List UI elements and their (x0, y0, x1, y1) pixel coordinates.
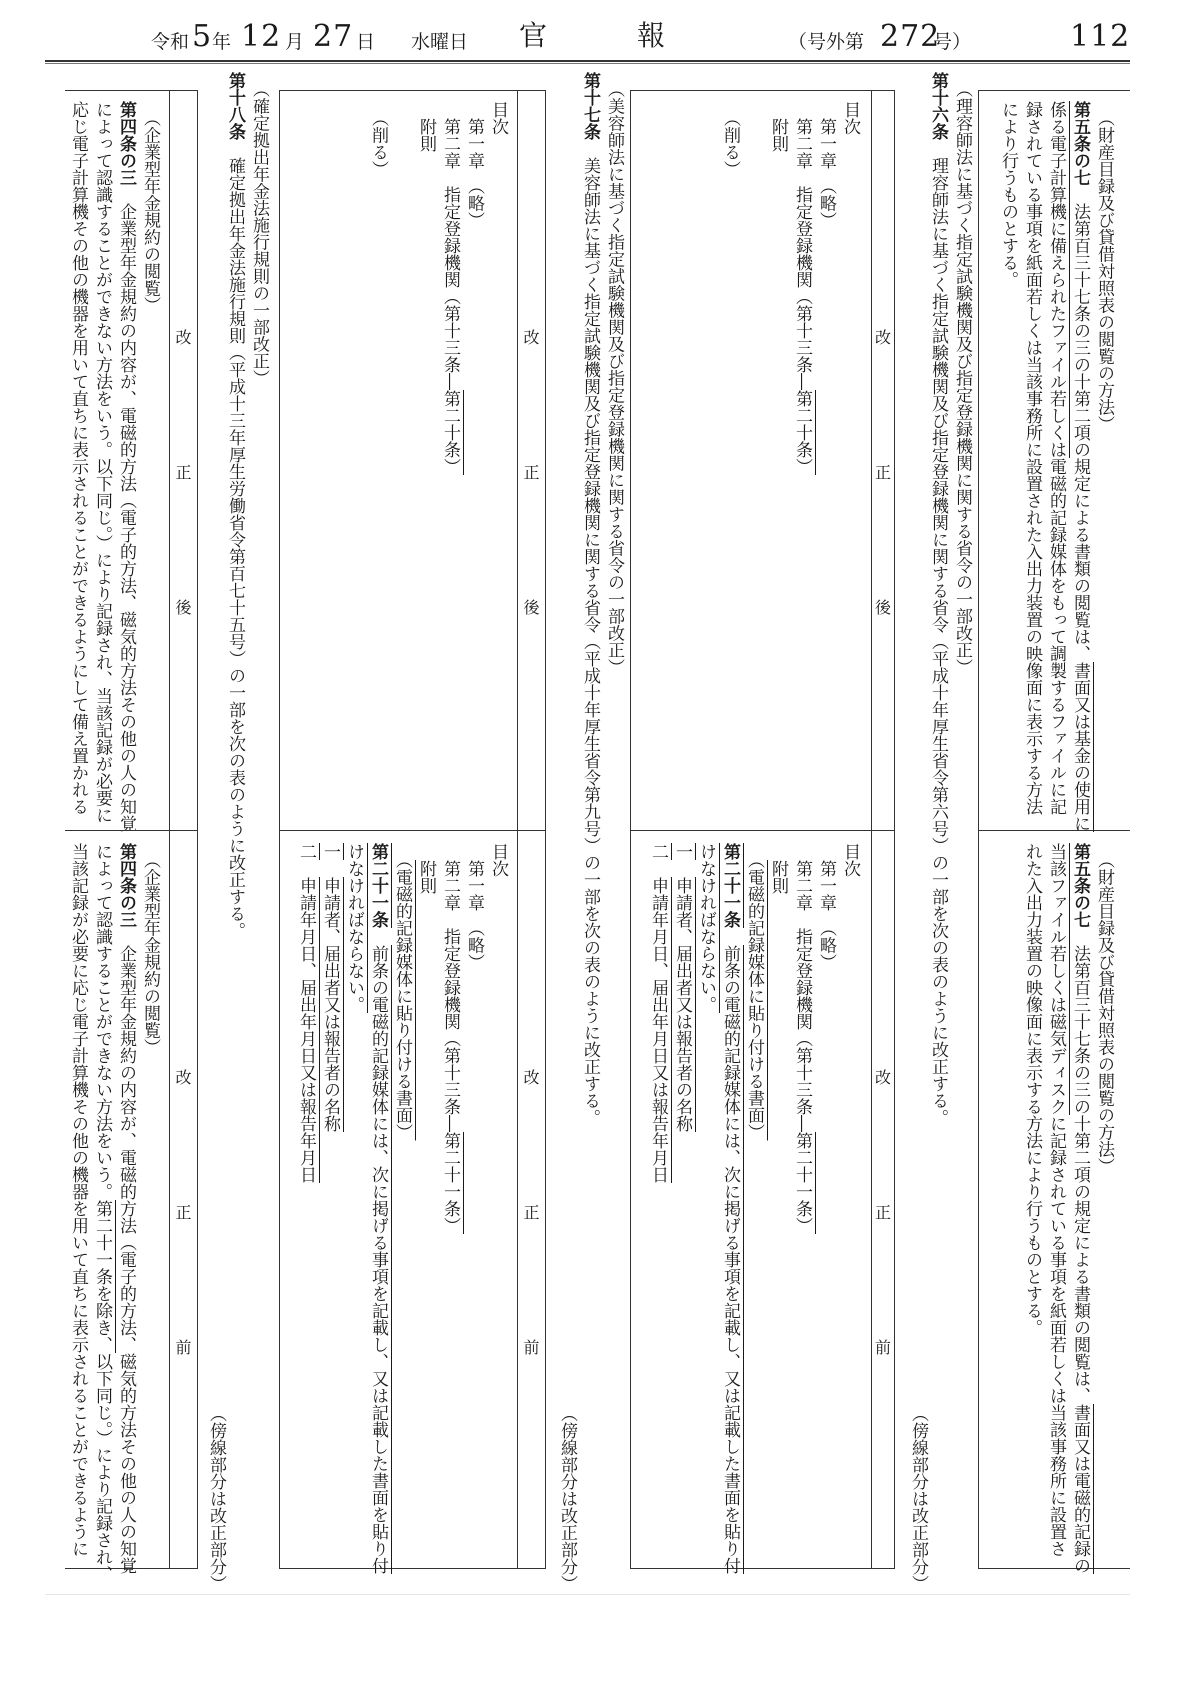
text-segment: 企業型年金規約の内容が、電磁的方法（電子的方法、磁気的方法その他の人の知覚 (116, 186, 136, 832)
before-amendment-cell (979, 831, 1130, 1574)
text-line (138, 101, 162, 830)
text-line (790, 843, 814, 1569)
text-segment (744, 843, 764, 860)
amended-text-segment: 第二十一条 (720, 843, 740, 928)
text-line (114, 101, 138, 830)
amendment-table-article-18 (65, 90, 198, 1583)
before-label-char: 改 (874, 1068, 891, 1087)
text-segment: 当該記録が必要に応じ電子計算機その他の機器を用いて直ちに表示されることができるように (68, 843, 88, 1557)
after-label-char: 後 (874, 598, 891, 617)
text-line (342, 843, 366, 1569)
article-heading: （確定拠出年金法施行規則の一部改正） (249, 72, 269, 387)
amended-text-segment: けなければならない。 (696, 843, 716, 1013)
underline-note: （傍線部分は改正部分） (206, 1405, 226, 1592)
article-16-intro (926, 72, 974, 1562)
text-line (438, 843, 462, 1569)
after-amendment-cell (65, 91, 170, 830)
text-line (670, 843, 694, 1569)
text-line (814, 101, 838, 830)
text-segment (720, 928, 740, 945)
text-segment: 目次 (488, 101, 508, 135)
text-line (646, 843, 670, 1569)
text-segment: 附則 (768, 101, 788, 152)
text-segment: （企業型年金規約の閲覧） (140, 101, 160, 314)
text-line (1068, 843, 1092, 1574)
before-amendment-cell (631, 831, 872, 1574)
text-segment: によって認識することができない方法をいう。 (92, 843, 112, 1200)
text-line (366, 101, 390, 830)
text-line (838, 843, 862, 1569)
article-text: 美容師法に基づく指定試験機関及び指定登録機関に関する省令（平成十年厚生省令第九号）の一部を次の表のように改正する。 (580, 140, 600, 1126)
text-line (996, 101, 1020, 830)
text-segment: 第二章 指定登録機関（第十三条― (440, 101, 460, 390)
date-month: 12 (241, 19, 282, 54)
text-segment: 第一章 （略） (816, 101, 836, 229)
amended-text-segment: 前条の電磁的記録媒体には、次に掲げる事項を記載し、又は記載した書面を貼り付 (368, 945, 388, 1574)
after-label-char: 後 (175, 598, 192, 617)
before-label-char: 前 (874, 1338, 891, 1357)
text-line (90, 843, 114, 1583)
text-segment: （財産目録及び貸借対照表の閲覧の方法） (1094, 843, 1114, 1175)
page-bottom-edge (45, 1594, 1130, 1595)
amendment-table-article-16 (630, 90, 895, 1574)
text-segment: 第一章 （略） (464, 843, 484, 971)
table-divider (631, 830, 894, 831)
text-segment: 附則 (768, 843, 788, 894)
amended-text-segment: 一 (320, 843, 340, 860)
amended-text-segment: 二 (296, 843, 316, 860)
text-segment: 第二章 指定登録機関（第十三条― (440, 843, 460, 1132)
after-label-char: 正 (523, 463, 540, 482)
text-segment: 以下同じ。）により記録され、 (92, 1353, 112, 1583)
amended-text-segment: 書面又は電磁的記録の (1070, 1404, 1090, 1574)
label-column (169, 91, 197, 1568)
before-label-char: 前 (523, 1338, 540, 1357)
text-segment: によって認識することができない方法をいう。以下同じ。）により記録され、当該記録が必要に (92, 101, 112, 824)
text-segment: （削る） (368, 101, 388, 178)
text-segment: 目次 (840, 843, 860, 877)
text-line (414, 101, 438, 830)
amended-text-segment: 書面又は基金の使用に (1070, 662, 1090, 832)
amended-text-segment: 前条の電磁的記録媒体には、次に掲げる事項を記載し、又は記載した書面を貼り付 (720, 945, 740, 1574)
text-segment: 目次 (488, 843, 508, 877)
text-line (486, 843, 510, 1569)
amendment-table-continued (978, 90, 1130, 1574)
text-segment: 応じ電子計算機その他の機器を用いて直ちに表示されることができるようにして備え置かれる (68, 101, 88, 815)
amended-text-segment: 第二十条） (440, 390, 460, 475)
date-day-unit: 日 (356, 31, 376, 53)
article-number: 第五条の七 (1070, 101, 1090, 186)
text-segment: （財産目録及び貸借対照表の閲覧の方法） (1094, 101, 1114, 433)
after-label-char: 正 (175, 463, 192, 482)
text-segment: れた入出力装置の映像面に表示する方法により行うものとする。 (1022, 843, 1042, 1336)
text-line (90, 101, 114, 830)
article-text: 確定拠出年金法施行規則（平成十三年厚生労働省令第百七十五号）の一部を次の表のように改正する。 (225, 140, 245, 939)
after-label-char: 改 (523, 328, 540, 347)
article-text: 理容師法に基づく指定試験機関及び指定登録機関に関する省令（平成十年厚生省令第六号）の一部を次の表のように改正する。 (928, 140, 948, 1126)
text-line (318, 843, 342, 1569)
article-heading: （理容師法に基づく指定試験機関及び指定登録機関に関する省令の一部改正） (952, 72, 972, 676)
amended-text-segment: 第二十一条） (440, 1132, 460, 1234)
after-label-char: 後 (523, 598, 540, 617)
after-amendment-cell (979, 91, 1130, 830)
text-segment: 第二章 指定登録機関（第十三条― (792, 843, 812, 1132)
amended-text-segment: 申請年月日、届出年月日又は報告年月日 (296, 877, 316, 1183)
after-label-char: 改 (175, 328, 192, 347)
before-label-char: 正 (523, 1203, 540, 1222)
text-line (742, 101, 766, 830)
text-line (390, 843, 414, 1569)
amended-text-segment: 第二十一条 (368, 843, 388, 928)
text-segment (296, 860, 316, 877)
text-line (114, 843, 138, 1574)
amended-text-segment: 当該ファイル若しくは磁気ディスク (1046, 843, 1066, 1115)
text-line (1068, 101, 1092, 830)
amendment-table-article-17 (279, 90, 546, 1574)
text-segment: により行うものとする。 (998, 101, 1018, 288)
gazette-title-2: 報 (637, 19, 666, 52)
date-era: 令和 (151, 31, 190, 53)
article-number: 第十八条 (225, 72, 245, 140)
date-month-unit: 月 (285, 31, 305, 53)
text-segment: （企業型年金規約の閲覧） (140, 843, 160, 1056)
after-label-char: 正 (874, 463, 891, 482)
after-label-char: 改 (874, 328, 891, 347)
amended-text-segment: 申請者、届出者又は報告者の名称 (672, 877, 692, 1132)
text-segment: 法第百三十七条の三の十第二項の規定による書類の閲覧は、 (1070, 928, 1090, 1404)
text-line (462, 101, 486, 830)
before-label-char: 改 (175, 1068, 192, 1087)
date-day: 27 (313, 19, 354, 54)
amended-text-segment: （電磁的記録媒体に貼り付ける書面） (392, 860, 412, 1141)
text-line (1044, 843, 1068, 1569)
date-year-unit: 年 (212, 31, 232, 53)
before-amendment-cell (280, 831, 518, 1574)
text-line (742, 843, 766, 1569)
text-segment: 録されている事項を紙面若しくは当該事務所に設置された入出力装置の映像面に表示する方法 (1022, 101, 1042, 815)
text-line (766, 843, 790, 1569)
before-label-char: 正 (175, 1203, 192, 1222)
after-amendment-cell (280, 91, 518, 830)
article-number: 第四条の三 (116, 101, 136, 186)
page-header (45, 14, 1130, 58)
amended-text-segment: 一 (672, 843, 692, 860)
amended-text-segment: 申請年月日、届出年月日又は報告年月日 (648, 877, 668, 1183)
text-line (294, 843, 318, 1569)
issue-number: 272 (880, 19, 941, 54)
text-line (1092, 843, 1116, 1569)
text-line (486, 101, 510, 830)
text-segment: 附則 (416, 843, 436, 894)
text-line (790, 101, 814, 830)
amended-text-segment: 係る電子計算機に備えられたファイル若しくは (1046, 101, 1066, 458)
header-rule (45, 60, 1130, 64)
text-line (718, 843, 742, 1574)
issue-prefix: （号外第 (788, 31, 865, 53)
text-segment (368, 928, 388, 945)
article-number: 第四条の三 (116, 843, 136, 928)
gazette-title-1: 官 (519, 19, 548, 52)
text-line (838, 101, 862, 830)
text-line (366, 843, 390, 1574)
after-amendment-cell (631, 91, 872, 830)
page-number: 112 (1070, 19, 1131, 54)
text-line (766, 101, 790, 830)
text-segment: 第一章 （略） (816, 843, 836, 971)
text-segment: 附則 (416, 101, 436, 152)
text-segment: 目次 (840, 101, 860, 135)
text-line (66, 843, 90, 1569)
text-line (438, 101, 462, 830)
text-segment: 第一章 （略） (464, 101, 484, 229)
text-line (1092, 101, 1116, 830)
amended-text-segment: 第二十一条を除き、 (92, 1200, 112, 1353)
table-divider (280, 830, 545, 831)
text-line (390, 101, 414, 830)
article-18-intro (223, 72, 271, 1562)
text-line (66, 101, 90, 830)
text-segment: 第二章 指定登録機関（第十三条― (792, 101, 812, 390)
issue-suffix: 号） (933, 31, 972, 53)
amended-text-segment: けなければならない。 (344, 843, 364, 1013)
before-label-char: 前 (175, 1338, 192, 1357)
text-line (462, 843, 486, 1569)
amended-text-segment: 第二十一条） (792, 1132, 812, 1234)
label-column (871, 91, 894, 1568)
text-line (814, 843, 838, 1569)
weekday: 水曜日 (411, 31, 469, 53)
text-line (718, 101, 742, 830)
amended-text-segment: 第二十条） (792, 390, 812, 475)
text-segment: 電磁的記録媒体をもって調製するファイルに記 (1046, 458, 1066, 815)
underline-note: （傍線部分は改正部分） (908, 1405, 928, 1592)
underline-note: （傍線部分は改正部分） (557, 1405, 577, 1592)
text-line (1020, 101, 1044, 830)
text-line (1020, 843, 1044, 1569)
article-heading: （美容師法に基づく指定試験機関及び指定登録機関に関する省令の一部改正） (604, 72, 624, 676)
date-year: 5 (192, 19, 213, 54)
text-segment: 企業型年金規約の内容が、電磁的方法（電子的方法、磁気的方法その他の人の知覚 (116, 928, 136, 1574)
amended-text-segment: （電磁的記録媒体に貼り付ける書面） (744, 860, 764, 1141)
before-label-char: 改 (523, 1068, 540, 1087)
amended-text-segment: 二 (648, 843, 668, 860)
label-column (517, 91, 545, 1568)
text-segment: 法第百三十七条の三の十第二項の規定による書類の閲覧は、 (1070, 186, 1090, 662)
text-line (1044, 101, 1068, 830)
text-segment (648, 860, 668, 877)
amended-text-segment: 申請者、届出者又は報告者の名称 (320, 877, 340, 1132)
article-number: 第十七条 (580, 72, 600, 140)
text-segment (320, 860, 340, 877)
text-line (414, 843, 438, 1569)
text-segment: に記録されている事項を紙面若しくは当該事務所に設置さ (1046, 1115, 1066, 1557)
before-amendment-cell (65, 831, 170, 1583)
text-segment: （削る） (720, 101, 740, 178)
text-segment (392, 843, 412, 860)
text-segment (672, 860, 692, 877)
text-line (694, 843, 718, 1569)
text-line (138, 843, 162, 1569)
article-17-intro (578, 72, 626, 1562)
article-number: 第十六条 (928, 72, 948, 140)
article-number: 第五条の七 (1070, 843, 1090, 928)
before-label-char: 正 (874, 1203, 891, 1222)
